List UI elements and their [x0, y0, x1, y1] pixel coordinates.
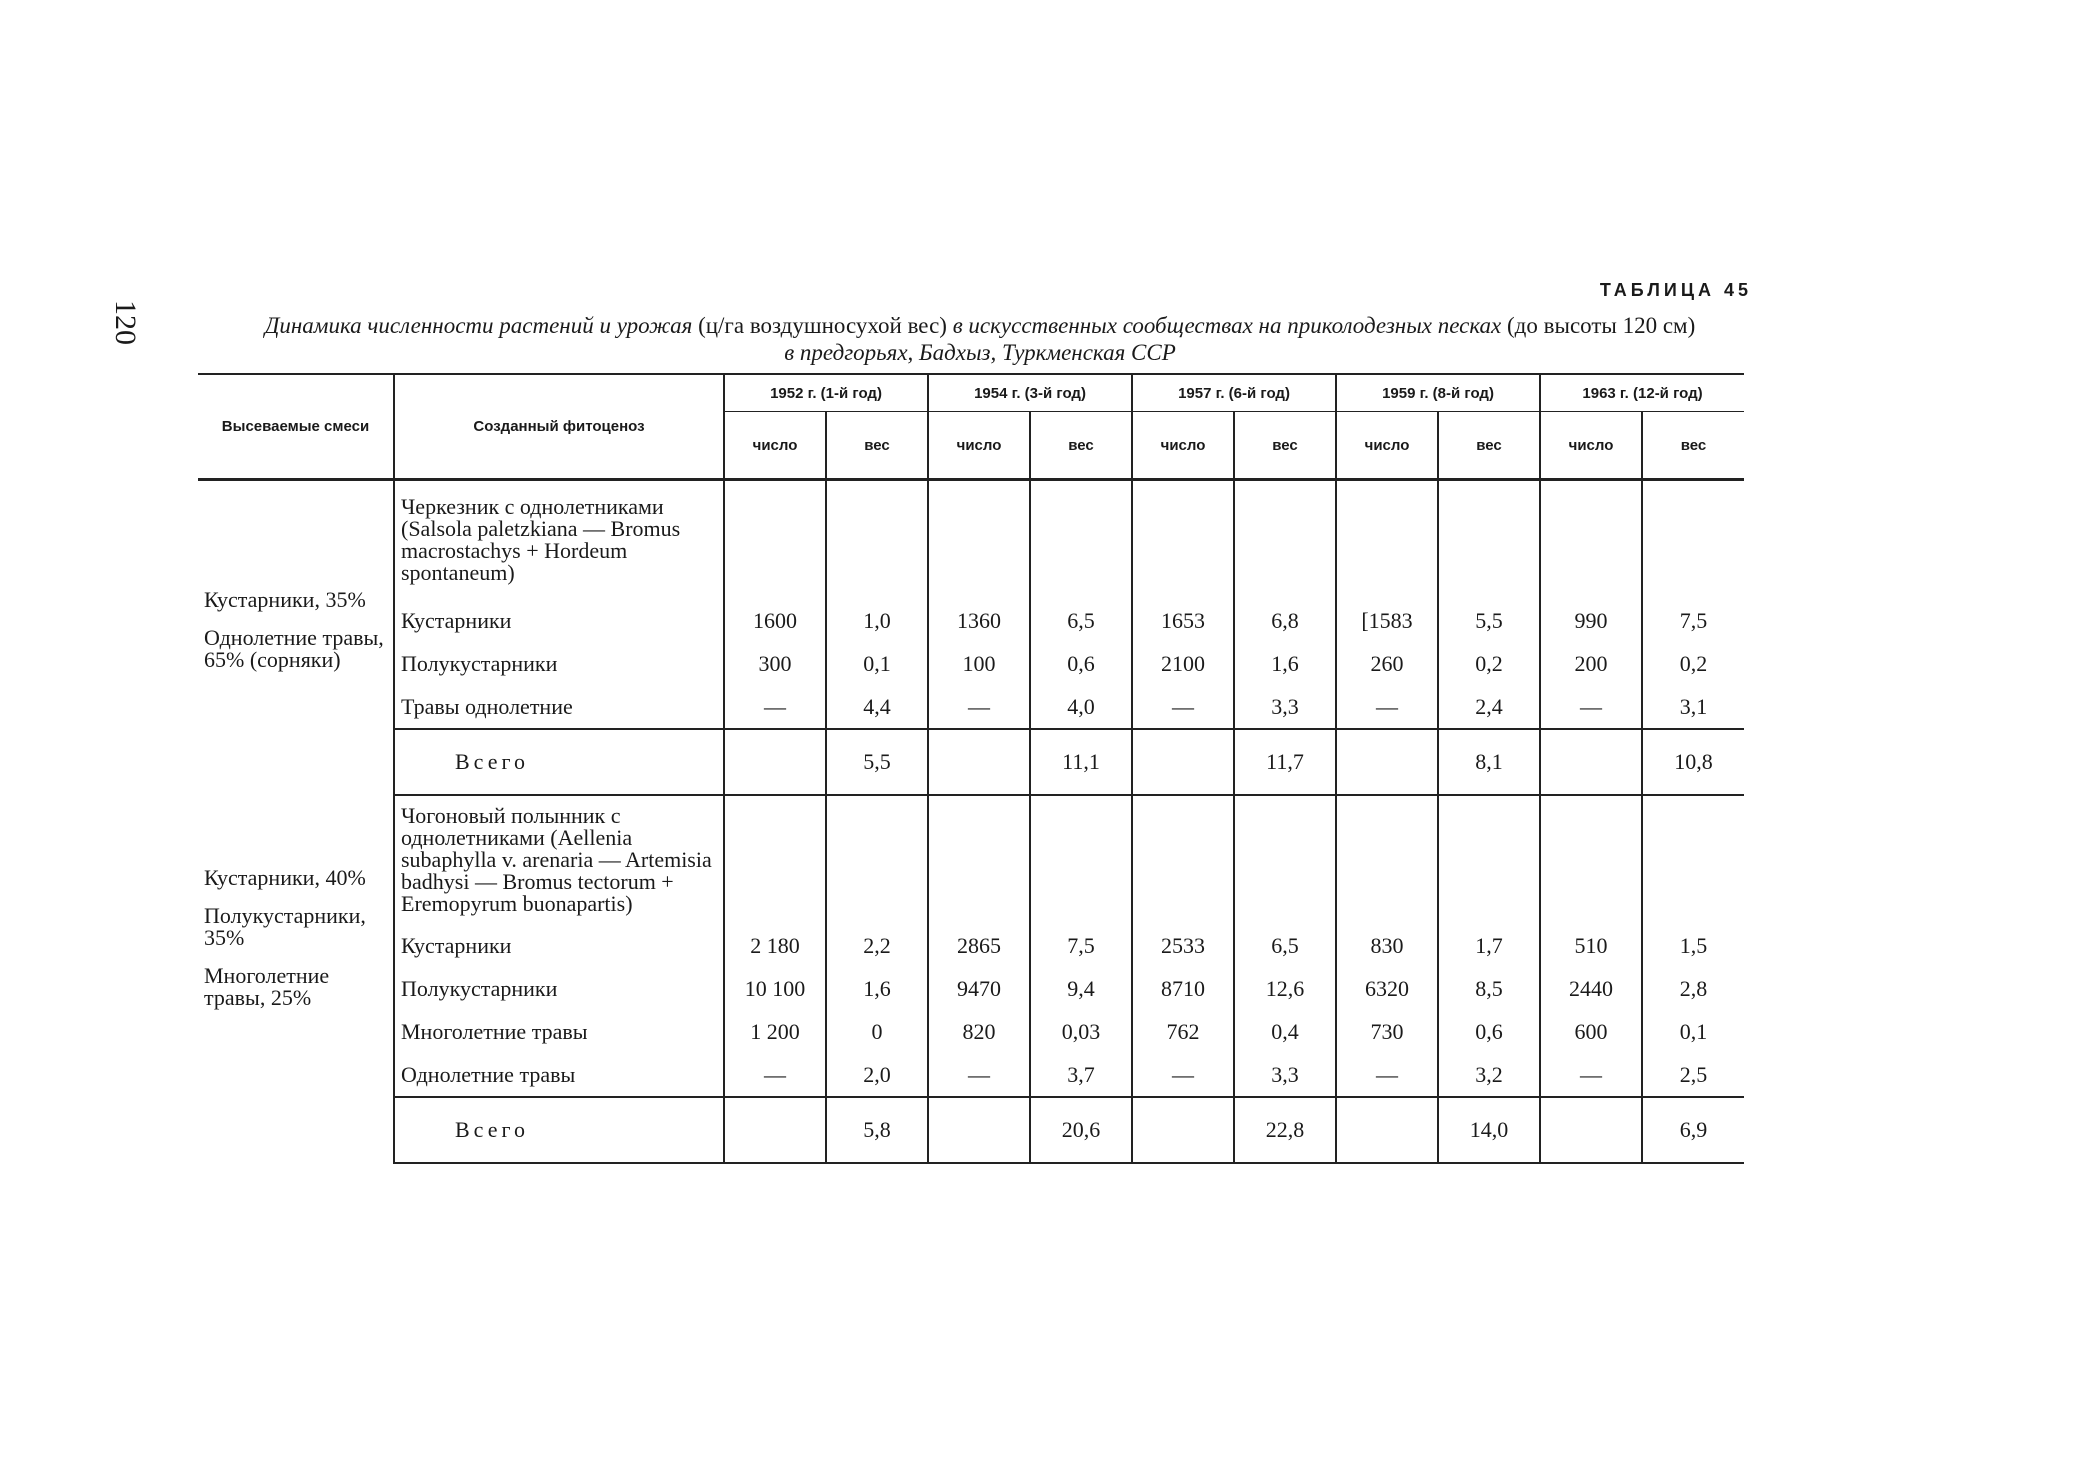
total-row [198, 1097, 1744, 1163]
mix-line: Полукустарники, 35% [204, 903, 366, 950]
cell-weight: 7,5 [1642, 599, 1744, 642]
header-weight: вес [1642, 412, 1744, 480]
table-row [198, 1010, 1744, 1053]
cell-weight: 1,5 [1642, 924, 1744, 967]
cell-count [1132, 1097, 1234, 1163]
table-title [200, 312, 1760, 366]
header-year: 1954 г. (3-й год) [928, 374, 1132, 412]
cell-weight: 0,2 [1438, 642, 1540, 685]
cell-count: 2 180 [724, 924, 826, 967]
table-row [198, 642, 1744, 685]
cell-weight: 6,9 [1642, 1097, 1744, 1163]
cell-count [724, 729, 826, 795]
header-year: 1959 г. (8-й год) [1336, 374, 1540, 412]
title-part: Динамика численности растений и урожая [264, 313, 699, 338]
cell-weight: 3,2 [1438, 1053, 1540, 1097]
header-count: число [1540, 412, 1642, 480]
cell-count [1540, 729, 1642, 795]
row-label: Полукустарники [394, 967, 724, 1010]
cell-count: 1 200 [724, 1010, 826, 1053]
table-label: ТАБЛИЦА 45 [1599, 280, 1752, 300]
cell-count: 1653 [1132, 599, 1234, 642]
cell-count [1336, 729, 1438, 795]
cell-weight: 8,5 [1438, 967, 1540, 1010]
mix-line: Кустарники, 35% [204, 587, 366, 612]
cell-weight: 0,6 [1438, 1010, 1540, 1053]
cell-count: — [1336, 1053, 1438, 1097]
cell-count: 6320 [1336, 967, 1438, 1010]
cell-count: — [1336, 685, 1438, 729]
cell-weight: 0,1 [1642, 1010, 1744, 1053]
total-row [198, 729, 1744, 795]
mix-line: Многолетние травы, 25% [204, 963, 330, 1010]
cell-count: 820 [928, 1010, 1030, 1053]
cell-count: 510 [1540, 924, 1642, 967]
cell-weight: 0 [826, 1010, 928, 1053]
cell-count: — [928, 1053, 1030, 1097]
cell-weight: 11,1 [1030, 729, 1132, 795]
cell-count: 1600 [724, 599, 826, 642]
data-table [198, 373, 1744, 1164]
header-mix: Высеваемые смеси [198, 374, 394, 480]
cell-count: 10 100 [724, 967, 826, 1010]
cell-count: 8710 [1132, 967, 1234, 1010]
cell-weight: 4,4 [826, 685, 928, 729]
cell-weight: 6,5 [1234, 924, 1336, 967]
cell-weight: 22,8 [1234, 1097, 1336, 1163]
cell-count: 100 [928, 642, 1030, 685]
table-row [198, 924, 1744, 967]
cell-count [1132, 729, 1234, 795]
cell-count: 2865 [928, 924, 1030, 967]
row-label: Кустарники [394, 599, 724, 642]
header-weight: вес [826, 412, 928, 480]
cell-count: — [1540, 1053, 1642, 1097]
title-part: (до высоты 120 см) [1507, 313, 1696, 338]
cell-weight: 2,4 [1438, 685, 1540, 729]
cell-weight: 4,0 [1030, 685, 1132, 729]
cell-count: 2440 [1540, 967, 1642, 1010]
cell-weight: 11,7 [1234, 729, 1336, 795]
cell-weight: 2,5 [1642, 1053, 1744, 1097]
cell-weight: 0,4 [1234, 1010, 1336, 1053]
header-weight: вес [1438, 412, 1540, 480]
title-part: в искусственных сообществах на приколодезных песках [952, 313, 1508, 338]
row-label: Травы однолетние [394, 685, 724, 729]
cell-count [928, 729, 1030, 795]
cell-count: 2100 [1132, 642, 1234, 685]
cell-weight: 2,2 [826, 924, 928, 967]
header-count: число [1336, 412, 1438, 480]
cell-count: 200 [1540, 642, 1642, 685]
cell-weight: 3,3 [1234, 685, 1336, 729]
cell-count: 300 [724, 642, 826, 685]
title-part: (ц/га воздушносухой вес) [698, 313, 953, 338]
cell-count [1336, 1097, 1438, 1163]
header-count: число [1132, 412, 1234, 480]
cell-weight: 20,6 [1030, 1097, 1132, 1163]
cell-weight: 7,5 [1030, 924, 1132, 967]
cell-weight: 1,6 [826, 967, 928, 1010]
cell-count [724, 1097, 826, 1163]
cell-weight: 5,5 [826, 729, 928, 795]
cell-count: [1583 [1336, 599, 1438, 642]
row-label: Многолетние травы [394, 1010, 724, 1053]
mix-line: Однолетние травы, 65% (сорняки) [204, 625, 384, 672]
cell-weight: 12,6 [1234, 967, 1336, 1010]
phytocenosis-description: Черкезник с однолетниками (Salsola paletzkiana — Bromus macrostachys + Hordeum spontaneum) [394, 480, 724, 600]
cell-weight: 1,7 [1438, 924, 1540, 967]
header-year: 1963 г. (12-й год) [1540, 374, 1744, 412]
cell-count: — [1132, 1053, 1234, 1097]
title-line-2: в предгорьях, Бадхыз, Туркменская ССР [784, 340, 1176, 365]
header-count: число [928, 412, 1030, 480]
cell-count: 1360 [928, 599, 1030, 642]
mix-cell [198, 795, 394, 1097]
cell-weight: 1,6 [1234, 642, 1336, 685]
row-label: Полукустарники [394, 642, 724, 685]
cell-weight: 0,6 [1030, 642, 1132, 685]
cell-weight: 6,8 [1234, 599, 1336, 642]
cell-weight: 2,0 [826, 1053, 928, 1097]
header-count: число [724, 412, 826, 480]
header-weight: вес [1030, 412, 1132, 480]
cell-count: 990 [1540, 599, 1642, 642]
phytocenosis-description: Чогоновый полынник с однолетниками (Aellenia subaphylla v. arenaria — Artemisia badhysi — Bromus tectorum + Eremopyrum buonapartis) [394, 795, 724, 924]
total-label: Всего [394, 1097, 724, 1163]
cell-weight: 6,5 [1030, 599, 1132, 642]
table-row [198, 967, 1744, 1010]
cell-count: — [1132, 685, 1234, 729]
total-label: Всего [394, 729, 724, 795]
row-label: Однолетние травы [394, 1053, 724, 1097]
cell-weight: 5,8 [826, 1097, 928, 1163]
cell-count: — [928, 685, 1030, 729]
header-year: 1957 г. (6-й год) [1132, 374, 1336, 412]
cell-count: 762 [1132, 1010, 1234, 1053]
page-number: 120 [109, 300, 142, 345]
table-row [198, 1053, 1744, 1097]
cell-weight: 0,2 [1642, 642, 1744, 685]
table-row [198, 685, 1744, 729]
header-phytocenosis: Созданный фитоценоз [394, 374, 724, 480]
cell-count: — [724, 685, 826, 729]
cell-weight: 3,3 [1234, 1053, 1336, 1097]
cell-count [1540, 1097, 1642, 1163]
cell-count [928, 1097, 1030, 1163]
header-weight: вес [1234, 412, 1336, 480]
cell-count: 830 [1336, 924, 1438, 967]
cell-weight: 3,7 [1030, 1053, 1132, 1097]
cell-count: 2533 [1132, 924, 1234, 967]
header-year: 1952 г. (1-й год) [724, 374, 928, 412]
cell-weight: 2,8 [1642, 967, 1744, 1010]
cell-count: 260 [1336, 642, 1438, 685]
mix-cell [198, 480, 394, 796]
cell-weight: 8,1 [1438, 729, 1540, 795]
cell-weight: 0,1 [826, 642, 928, 685]
cell-weight: 9,4 [1030, 967, 1132, 1010]
table-row [198, 599, 1744, 642]
cell-weight: 14,0 [1438, 1097, 1540, 1163]
cell-count: 9470 [928, 967, 1030, 1010]
cell-weight: 3,1 [1642, 685, 1744, 729]
cell-weight: 0,03 [1030, 1010, 1132, 1053]
cell-count: 730 [1336, 1010, 1438, 1053]
mix-line: Кустарники, 40% [204, 865, 366, 890]
row-label: Кустарники [394, 924, 724, 967]
cell-count: — [1540, 685, 1642, 729]
cell-count: 600 [1540, 1010, 1642, 1053]
cell-weight: 10,8 [1642, 729, 1744, 795]
cell-weight: 1,0 [826, 599, 928, 642]
cell-weight: 5,5 [1438, 599, 1540, 642]
cell-count: — [724, 1053, 826, 1097]
